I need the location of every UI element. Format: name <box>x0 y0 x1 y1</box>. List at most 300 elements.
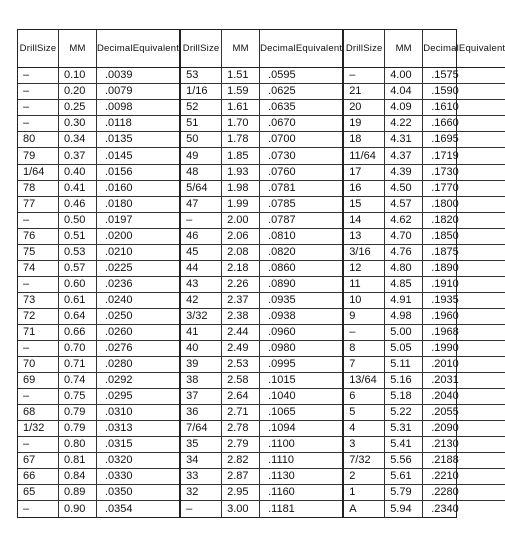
decimal-cell: .0210 <box>105 245 133 258</box>
decimal-cell: .1695 <box>431 133 459 146</box>
mm-cell: 2.00 <box>222 213 260 228</box>
mm-cell: 5.11 <box>385 357 423 372</box>
drill-size-cell: 5/64 <box>181 181 222 196</box>
table-row <box>344 68 505 84</box>
decimal-cell: .1910 <box>431 277 459 290</box>
decimal-cell: .0197 <box>105 213 133 226</box>
mm-cell: 2.06 <box>222 229 260 244</box>
decimal-cell: .2188 <box>431 454 459 467</box>
table-row <box>181 68 342 84</box>
table-row <box>344 357 505 373</box>
table-row <box>181 229 342 245</box>
header-row <box>18 30 179 68</box>
mm-header: MM <box>222 30 260 67</box>
drill-size-cell: – <box>18 68 59 83</box>
drill-size-cell: 38 <box>181 373 222 388</box>
table-row <box>344 261 505 277</box>
table-row <box>18 485 179 501</box>
table-row <box>344 165 505 181</box>
decimal-header-line2: Equivalent <box>458 43 505 55</box>
decimal-cell: .0760 <box>268 165 296 178</box>
table-row <box>18 421 179 437</box>
table-row <box>344 229 505 245</box>
decimal-cell: .0160 <box>105 181 133 194</box>
decimal-cell: .1610 <box>431 101 459 114</box>
decimal-cell: .0935 <box>268 293 296 306</box>
table-row <box>18 453 179 469</box>
decimal-cell: .2280 <box>431 486 459 499</box>
table-row <box>344 389 505 405</box>
drill-size-cell: 70 <box>18 357 59 372</box>
decimal-cell: .0250 <box>105 309 133 322</box>
mm-cell: 0.60 <box>59 277 97 292</box>
mm-cell: 1.70 <box>222 116 260 131</box>
drill-size-cell: – <box>344 68 385 83</box>
mm-cell: 4.98 <box>385 309 423 324</box>
decimal-cell: .1110 <box>268 454 294 467</box>
mm-cell: 4.57 <box>385 197 423 212</box>
mm-cell: 0.25 <box>59 100 97 115</box>
mm-cell: 0.79 <box>59 405 97 420</box>
decimal-cell: .0098 <box>105 101 133 114</box>
mm-cell: 0.74 <box>59 373 97 388</box>
table-row <box>181 437 342 453</box>
mm-cell: 2.37 <box>222 293 260 308</box>
decimal-header-line1: Decimal <box>97 43 133 55</box>
drill-size-cell: – <box>18 341 59 356</box>
mm-cell: 4.85 <box>385 277 423 292</box>
mm-cell: 0.30 <box>59 116 97 131</box>
decimal-cell: .1875 <box>431 245 459 258</box>
decimal-cell: .0820 <box>268 245 296 258</box>
header-row <box>344 30 505 68</box>
drill-size-cell: 53 <box>181 68 222 83</box>
table-row <box>18 84 179 100</box>
decimal-cell: .0354 <box>105 502 133 515</box>
decimal-cell: .1990 <box>431 341 459 354</box>
drill-size-cell: 35 <box>181 437 222 452</box>
table-row <box>18 245 179 261</box>
mm-cell: 2.95 <box>222 485 260 500</box>
drill-size-cell: 19 <box>344 116 385 131</box>
decimal-cell: .1890 <box>431 261 459 274</box>
decimal-cell: .0292 <box>105 373 133 386</box>
table-row <box>18 437 179 453</box>
table-row <box>18 229 179 245</box>
drill-size-header-line1: Drill <box>19 43 38 55</box>
decimal-cell: .0635 <box>268 101 296 114</box>
drill-size-cell: 68 <box>18 405 59 420</box>
decimal-cell: .0225 <box>105 261 133 274</box>
drill-size-cell: 7/64 <box>181 421 222 436</box>
table-row <box>344 197 505 213</box>
table-row <box>18 469 179 485</box>
drill-size-cell: – <box>181 213 222 228</box>
table-row <box>181 389 342 405</box>
drill-size-cell: 7/32 <box>344 453 385 468</box>
drill-size-cell: – <box>181 501 222 517</box>
table-row <box>344 100 505 116</box>
mm-header: MM <box>385 30 423 67</box>
decimal-cell: .1850 <box>431 229 459 242</box>
drill-size-cell: 76 <box>18 229 59 244</box>
column-group-3 <box>344 30 505 517</box>
mm-cell: 2.71 <box>222 405 260 420</box>
table-row <box>181 453 342 469</box>
mm-cell: 0.20 <box>59 84 97 99</box>
decimal-cell: .0200 <box>105 229 133 242</box>
drill-size-cell: 1/16 <box>181 84 222 99</box>
mm-cell: 2.44 <box>222 325 260 340</box>
mm-cell: 0.46 <box>59 197 97 212</box>
decimal-cell: .0313 <box>105 422 133 435</box>
decimal-cell: .2130 <box>431 438 459 451</box>
mm-cell: 0.34 <box>59 132 97 147</box>
decimal-header-line1: Decimal <box>260 43 296 55</box>
mm-cell: 0.81 <box>59 453 97 468</box>
drill-size-cell: 51 <box>181 116 222 131</box>
table-row <box>181 325 342 341</box>
drill-size-cell: 18 <box>344 132 385 147</box>
mm-cell: 4.09 <box>385 100 423 115</box>
mm-cell: 0.79 <box>59 421 97 436</box>
drill-size-chart <box>17 29 505 518</box>
table-row <box>181 357 342 373</box>
drill-size-cell: 74 <box>18 261 59 276</box>
table-row <box>181 245 342 261</box>
mm-cell: 0.53 <box>59 245 97 260</box>
decimal-cell: .1960 <box>431 309 459 322</box>
drill-size-cell: 7 <box>344 357 385 372</box>
decimal-cell: .1770 <box>431 181 459 194</box>
drill-size-cell: 33 <box>181 469 222 484</box>
table-row <box>18 181 179 197</box>
table-row <box>18 148 179 164</box>
table-row <box>181 116 342 132</box>
mm-cell: 1.51 <box>222 68 260 83</box>
decimal-cell: .0156 <box>105 165 133 178</box>
drill-size-cell: 46 <box>181 229 222 244</box>
table-row <box>181 213 342 229</box>
table-row <box>18 213 179 229</box>
table-row <box>18 389 179 405</box>
table-row <box>344 116 505 132</box>
mm-cell: 1.98 <box>222 181 260 196</box>
decimal-cell: .0700 <box>268 133 296 146</box>
decimal-cell: .0781 <box>268 181 296 194</box>
mm-cell: 4.50 <box>385 181 423 196</box>
table-row <box>181 373 342 389</box>
mm-cell: 1.85 <box>222 148 260 163</box>
mm-cell: 2.64 <box>222 389 260 404</box>
table-row <box>18 132 179 148</box>
decimal-cell: .0276 <box>105 341 133 354</box>
table-row <box>344 437 505 453</box>
table-row <box>181 165 342 181</box>
drill-size-cell: 1/64 <box>18 165 59 180</box>
mm-cell: 0.57 <box>59 261 97 276</box>
table-row <box>18 501 179 517</box>
mm-cell: 0.80 <box>59 437 97 452</box>
drill-size-cell: 3 <box>344 437 385 452</box>
mm-cell: 4.62 <box>385 213 423 228</box>
table-row <box>344 132 505 148</box>
table-row <box>181 277 342 293</box>
mm-cell: 5.16 <box>385 373 423 388</box>
decimal-cell: .0320 <box>105 454 133 467</box>
mm-cell: 2.49 <box>222 341 260 356</box>
mm-cell: 2.08 <box>222 245 260 260</box>
mm-cell: 4.00 <box>385 68 423 83</box>
drill-size-header-line1: Drill <box>345 43 364 55</box>
decimal-cell: .1040 <box>268 389 296 402</box>
column-group-2 <box>181 30 344 517</box>
mm-cell: 1.93 <box>222 165 260 180</box>
table-row <box>181 309 342 325</box>
decimal-cell: .0810 <box>268 229 296 242</box>
decimal-header-line2: Equivalent <box>295 43 343 55</box>
table-row <box>18 165 179 181</box>
decimal-cell: .0785 <box>268 197 296 210</box>
drill-size-cell: 43 <box>181 277 222 292</box>
table-row <box>18 100 179 116</box>
decimal-cell: .1065 <box>268 406 296 418</box>
mm-cell: 2.78 <box>222 421 260 436</box>
drill-size-cell: 42 <box>181 293 222 308</box>
mm-cell: 5.94 <box>385 501 423 517</box>
drill-size-cell: – <box>18 501 59 517</box>
mm-cell: 5.79 <box>385 485 423 500</box>
mm-cell: 1.61 <box>222 100 260 115</box>
drill-size-header-line2: Size <box>37 43 57 55</box>
mm-cell: 1.78 <box>222 132 260 147</box>
decimal-cell: .0280 <box>105 357 133 370</box>
table-row <box>18 325 179 341</box>
table-row <box>344 181 505 197</box>
drill-size-cell: 15 <box>344 197 385 212</box>
mm-cell: 5.56 <box>385 453 423 468</box>
drill-size-cell: 21 <box>344 84 385 99</box>
decimal-cell: .0260 <box>105 325 133 338</box>
mm-cell: 1.99 <box>222 197 260 212</box>
decimal-cell: .1820 <box>431 213 459 226</box>
drill-size-cell: 73 <box>18 293 59 308</box>
decimal-cell: .2340 <box>431 502 459 515</box>
table-row <box>181 421 342 437</box>
drill-size-cell: 47 <box>181 197 222 212</box>
table-row <box>181 293 342 309</box>
table-row <box>344 453 505 469</box>
decimal-cell: .1800 <box>431 197 459 210</box>
decimal-cell: .2031 <box>431 373 459 386</box>
mm-cell: 2.18 <box>222 261 260 276</box>
drill-size-cell: 17 <box>344 165 385 180</box>
mm-cell: 2.82 <box>222 453 260 468</box>
mm-cell: 4.22 <box>385 116 423 131</box>
decimal-cell: .1160 <box>268 486 295 499</box>
decimal-cell: .1660 <box>431 117 459 130</box>
mm-cell: 5.00 <box>385 325 423 340</box>
table-row <box>344 341 505 357</box>
decimal-cell: .2040 <box>431 389 459 402</box>
decimal-cell: .1100 <box>268 438 295 451</box>
decimal-cell: .0960 <box>268 325 296 338</box>
drill-size-cell: 12 <box>344 261 385 276</box>
mm-cell: 4.31 <box>385 132 423 147</box>
mm-cell: 0.90 <box>59 501 97 517</box>
drill-size-cell: 8 <box>344 341 385 356</box>
mm-cell: 2.79 <box>222 437 260 452</box>
decimal-cell: .1575 <box>431 69 459 82</box>
drill-size-cell: 4 <box>344 421 385 436</box>
mm-cell: 2.53 <box>222 357 260 372</box>
table-row <box>18 309 179 325</box>
table-row <box>344 501 505 517</box>
table-row <box>344 148 505 164</box>
mm-cell: 4.91 <box>385 293 423 308</box>
decimal-cell: .1968 <box>431 325 459 338</box>
decimal-cell: .0145 <box>105 149 133 162</box>
decimal-cell: .0860 <box>268 261 296 274</box>
table-row <box>181 469 342 485</box>
decimal-equivalent-header <box>423 30 505 67</box>
drill-size-cell: 67 <box>18 453 59 468</box>
decimal-header-line1: Decimal <box>423 43 459 55</box>
decimal-cell: .0039 <box>105 69 133 82</box>
decimal-cell: .0980 <box>268 341 296 354</box>
drill-size-cell: 65 <box>18 485 59 500</box>
drill-size-cell: 34 <box>181 453 222 468</box>
mm-cell: 2.26 <box>222 277 260 292</box>
decimal-cell: .2055 <box>431 406 459 418</box>
table-row <box>344 373 505 389</box>
decimal-cell: .0330 <box>105 470 133 483</box>
drill-size-cell: 6 <box>344 389 385 404</box>
decimal-cell: .0180 <box>105 197 133 210</box>
mm-cell: 0.70 <box>59 341 97 356</box>
decimal-equivalent-header <box>260 30 342 67</box>
table-row <box>18 293 179 309</box>
decimal-cell: .1935 <box>431 293 459 306</box>
drill-size-header <box>181 30 222 67</box>
drill-size-cell: 3/16 <box>344 245 385 260</box>
decimal-cell: .0787 <box>268 213 296 226</box>
mm-cell: 0.41 <box>59 181 97 196</box>
drill-size-cell: 13/64 <box>344 373 385 388</box>
drill-size-cell: 11 <box>344 277 385 292</box>
mm-cell: 4.76 <box>385 245 423 260</box>
mm-header: MM <box>59 30 97 67</box>
table-row <box>181 261 342 277</box>
drill-size-cell: A <box>344 501 385 517</box>
table-row <box>181 132 342 148</box>
table-row <box>181 501 342 517</box>
decimal-cell: .1015 <box>268 373 296 386</box>
mm-cell: 5.41 <box>385 437 423 452</box>
decimal-header-line2: Equivalent <box>132 43 180 55</box>
table-row <box>181 197 342 213</box>
mm-cell: 0.75 <box>59 389 97 404</box>
drill-size-cell: 37 <box>181 389 222 404</box>
table-row <box>344 213 505 229</box>
mm-cell: 0.66 <box>59 325 97 340</box>
column-group-1 <box>18 30 181 517</box>
table-row <box>344 245 505 261</box>
table-row <box>18 357 179 373</box>
drill-size-cell: 66 <box>18 469 59 484</box>
decimal-cell: .2210 <box>431 470 459 483</box>
decimal-cell: .0295 <box>105 389 133 402</box>
decimal-cell: .1130 <box>268 470 295 483</box>
table-row <box>344 293 505 309</box>
drill-size-cell: 78 <box>18 181 59 196</box>
table-row <box>18 277 179 293</box>
decimal-cell: .0595 <box>268 69 296 82</box>
drill-size-cell: 50 <box>181 132 222 147</box>
drill-size-header-line2: Size <box>363 43 383 55</box>
drill-size-cell: – <box>18 84 59 99</box>
drill-size-cell: 36 <box>181 405 222 420</box>
drill-size-cell: – <box>18 213 59 228</box>
drill-size-cell: 9 <box>344 309 385 324</box>
drill-size-cell: 10 <box>344 293 385 308</box>
decimal-cell: .1094 <box>268 422 296 435</box>
header-row <box>181 30 342 68</box>
mm-cell: 2.38 <box>222 309 260 324</box>
decimal-cell: .2090 <box>431 422 459 435</box>
table-row <box>344 405 505 421</box>
table-row <box>181 485 342 501</box>
table-row <box>18 197 179 213</box>
drill-size-cell: 1/32 <box>18 421 59 436</box>
mm-cell: 0.71 <box>59 357 97 372</box>
mm-cell: 2.87 <box>222 469 260 484</box>
mm-cell: 5.05 <box>385 341 423 356</box>
table-row <box>344 469 505 485</box>
drill-size-cell: 69 <box>18 373 59 388</box>
table-row <box>344 485 505 501</box>
decimal-cell: .0938 <box>268 309 296 322</box>
drill-size-cell: 20 <box>344 100 385 115</box>
decimal-cell: .0079 <box>105 85 133 98</box>
mm-cell: 0.64 <box>59 309 97 324</box>
mm-cell: 4.80 <box>385 261 423 276</box>
drill-size-header <box>344 30 385 67</box>
decimal-cell: .0310 <box>105 406 133 418</box>
table-row <box>344 421 505 437</box>
mm-cell: 4.70 <box>385 229 423 244</box>
mm-cell: 0.61 <box>59 293 97 308</box>
decimal-cell: .1730 <box>431 165 459 178</box>
table-row <box>18 68 179 84</box>
table-row <box>181 84 342 100</box>
drill-size-cell: 16 <box>344 181 385 196</box>
drill-size-cell: 13 <box>344 229 385 244</box>
drill-size-cell: 45 <box>181 245 222 260</box>
table-row <box>181 341 342 357</box>
drill-size-cell: 72 <box>18 309 59 324</box>
table-row <box>18 116 179 132</box>
table-row <box>344 84 505 100</box>
mm-cell: 4.37 <box>385 148 423 163</box>
decimal-cell: .0350 <box>105 486 133 499</box>
drill-size-cell: – <box>344 325 385 340</box>
table-row <box>18 341 179 357</box>
mm-cell: 5.31 <box>385 421 423 436</box>
mm-cell: 5.18 <box>385 389 423 404</box>
table-row <box>18 261 179 277</box>
drill-size-cell: 39 <box>181 357 222 372</box>
